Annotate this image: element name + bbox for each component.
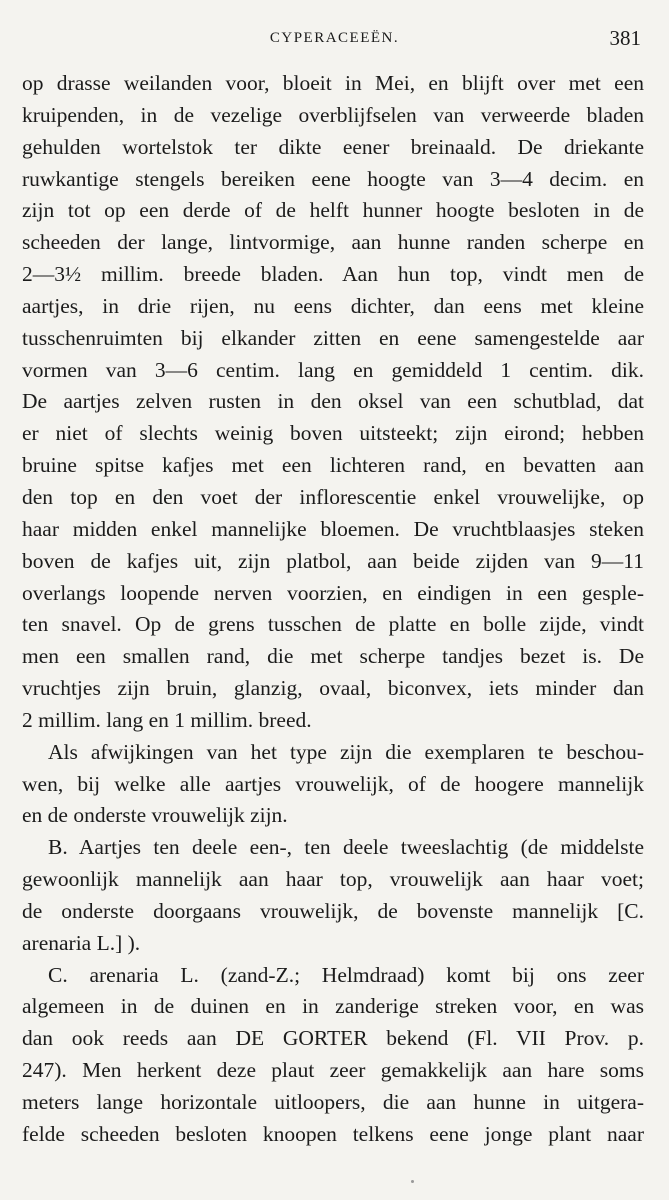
- text-line: C. arenaria L. (zand-Z.; Helmdraad) komt bij ons zeer: [48, 962, 644, 987]
- page-number: 381: [609, 26, 641, 50]
- paper-speck: [411, 1180, 414, 1183]
- text-line: men een smallen rand, die met scherpe tandjes bezet is. De: [22, 644, 644, 669]
- text-line: zijn tot op een derde of de helft hunner hoogte besloten in de: [22, 198, 644, 223]
- text-line: vormen van 3—6 centim. lang en gemiddeld 1 centim. dik.: [22, 357, 644, 382]
- text-line: haar midden enkel mannelijke bloemen. De vruchtblaasjes steken: [22, 516, 644, 541]
- text-line: felde scheeden besloten knoopen telkens eene jonge plant naar: [22, 1121, 644, 1146]
- text-line: boven de kafjes uit, zijn platbol, aan beide zijden van 9—11: [22, 548, 644, 573]
- text-line: dan ook reeds aan DE GORTER bekend (Fl. VII Prov. p.: [22, 1026, 644, 1051]
- text-line: gewoonlijk mannelijk aan haar top, vrouwelijk aan haar voet;: [22, 867, 644, 892]
- text-line: tusschenruimten bij elkander zitten en eene samengestelde aar: [22, 325, 644, 350]
- text-line: ruwkantige stengels bereiken eene hoogte van 3—4 decim. en: [22, 166, 644, 191]
- running-title: CYPERACEEËN.: [269, 30, 400, 46]
- text-line: bruine spitse kafjes met een lichteren rand, en bevatten aan: [22, 453, 644, 478]
- text-line: Als afwijkingen van het type zijn die exemplaren te beschou-: [48, 739, 644, 764]
- text-line: gehulden wortelstok ter dikte eener breinaald. De driekante: [22, 134, 644, 159]
- text-line: De aartjes zelven rusten in den oksel van een schutblad, dat: [22, 389, 644, 414]
- text-line: vruchtjes zijn bruin, glanzig, ovaal, biconvex, iets minder dan: [22, 676, 644, 701]
- text-line: wen, bij welke alle aartjes vrouwelijk, of de hoogere mannelijk: [22, 771, 644, 796]
- text-line: ten snavel. Op de grens tusschen de platte en bolle zijde, vindt: [22, 612, 644, 637]
- text-line: meters lange horizontale uitloopers, die aan hunne in uitgera-: [22, 1090, 644, 1114]
- text-line: de onderste doorgaans vrouwelijk, de bovenste mannelijk [C.: [22, 898, 644, 923]
- text-line: arenaria L.] ).: [22, 930, 141, 955]
- text-line: op drasse weilanden voor, bloeit in Mei, en blijft over met een: [22, 71, 644, 95]
- text-line: B. Aartjes ten deele een-, ten deele tweeslachtig (de middelste: [48, 835, 644, 860]
- text-line: scheeden der lange, lintvormige, aan hunne randen scherpe en: [22, 230, 644, 255]
- text-line: 247). Men herkent deze plaut zeer gemakkelijk aan hare soms: [22, 1058, 644, 1083]
- text-line: er niet of slechts weinig boven uitsteekt; zijn eirond; hebben: [22, 421, 644, 446]
- body-text: [22, 68, 644, 1151]
- text-line: en de onderste vrouwelijk zijn.: [22, 803, 288, 828]
- text-line: aartjes, in drie rijen, nu eens dichter, dan eens met kleine: [22, 293, 644, 318]
- text-line: 2—3½ millim. breede bladen. Aan hun top, vindt men de: [22, 262, 644, 287]
- text-line: 2 millim. lang en 1 millim. breed.: [22, 707, 312, 732]
- text-line: den top en den voet der inflorescentie enkel vrouwelijke, op: [22, 484, 644, 509]
- text-line: overlangs loopende nerven voorzien, en eindigen in een gesple-: [22, 580, 644, 605]
- text-line: kruipenden, in de vezelige overblijfselen van verweerde bladen: [22, 102, 644, 127]
- text-line: algemeen in de duinen en in zanderige streken voor, en was: [22, 994, 644, 1019]
- page-header: [0, 26, 669, 56]
